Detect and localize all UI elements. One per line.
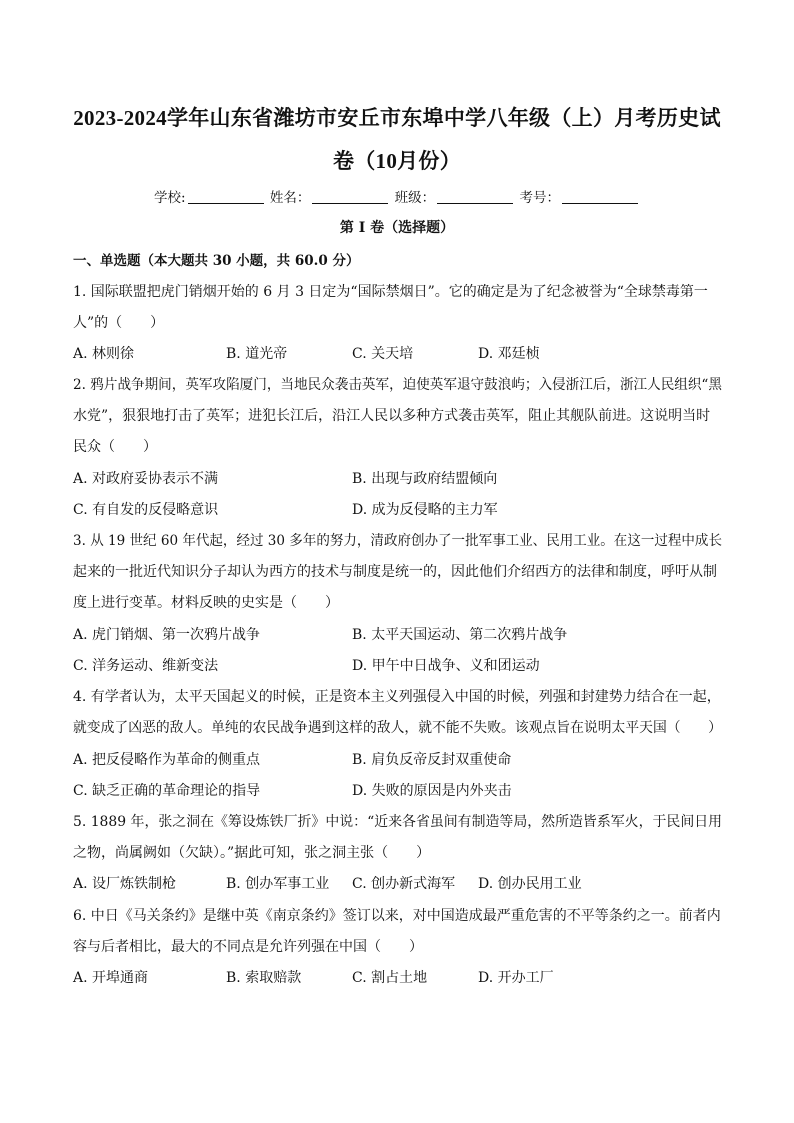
question-1-line-2: 人”的（ ） [73,315,165,331]
question-5-line-1: 5. 1889 年，张之洞在《筹设炼铁厂折》中说：“近来各省虽间有制造等局，然所造皆系军火，于民间日用 [73,814,723,830]
question-2-option-b: B. 出现与政府结盟倾向 [352,471,498,487]
question-1-line-1: 1. 国际联盟把虎门销烟开始的 6 月 3 日定为“国际禁烟日”。它的确定是为了纪念被誉为“全球禁毒第一 [73,284,708,300]
question-4-option-a: A. 把反侵略作为革命的侧重点 [73,752,261,768]
class-blank [437,190,513,204]
question-2-line-3: 民众（ ） [73,439,157,455]
question-4-option-d: D. 失败的原因是内外夹击 [352,783,512,799]
name-label: 姓名： [269,190,311,206]
question-6-line-1: 6. 中日《马关条约》是继中英《南京条约》签订以来，对中国造成最严重危害的不平等条约之一。前者内 [73,908,721,924]
question-6-option-c: C. 割占土地 [352,970,428,986]
question-1-option-d: D. 邓廷桢 [478,346,540,362]
school-label: 学校: [154,190,186,206]
number-blank [562,190,638,204]
question-6-line-2: 容与后者相比，最大的不同点是允许列强在中国（ ） [73,939,423,955]
part-title: 第 I 卷（选择题） [339,220,455,236]
number-label: 考号： [519,190,560,206]
question-4-line-2: 就变成了凶恶的敌人。单纯的农民战争遇到这样的敌人，就不能不失败。该观点旨在说明太平天国（ ） [73,720,722,736]
question-1-option-b: B. 道光帝 [226,346,288,362]
question-5-option-a: A. 设厂炼铁制枪 [73,876,177,892]
section-title: 一、单选题（本大题共 30 小题，共 60.0 分） [73,253,360,269]
question-3-option-b: B. 太平天国运动、第二次鸦片战争 [352,627,568,643]
school-blank [188,190,264,204]
question-3-option-c: C. 洋务运动、维新变法 [73,658,219,674]
exam-title-line2: 卷（10月份） [332,149,462,173]
question-3-line-2: 起来的一批近代知识分子却认为西方的技术与制度是统一的，因此他们介绍西方的法律和制度，呼吁从制 [73,564,717,580]
question-5-option-c: C. 创办新式海军 [352,876,456,892]
question-4-line-1: 4. 有学者认为，太平天国起义的时候，正是资本主义列强侵入中国的时候，列强和封建势力结合在一起， [73,689,721,705]
question-3-option-a: A. 虎门销烟、第一次鸦片战争 [73,627,261,643]
question-5-option-d: D. 创办民用工业 [478,876,582,892]
question-6-option-b: B. 索取赔款 [226,970,302,986]
question-2-option-d: D. 成为反侵略的主力军 [352,502,498,518]
question-3-line-1: 3. 从 19 世纪 60 年代起，经过 30 多年的努力，清政府创办了一批军事工业、民用工业。在这一过程中成长 [73,533,722,549]
question-2-option-a: A. 对政府妥协表示不满 [73,471,219,487]
question-4-option-c: C. 缺乏正确的革命理论的指导 [73,783,261,799]
exam-title-line1: 2023-2024学年山东省潍坊市安丘市东埠中学八年级（上）月考历史试 [73,106,721,130]
name-blank [312,190,388,204]
question-3-line-3: 度上进行变革。材料反映的史实是（ ） [73,595,339,611]
question-6-option-a: A. 开埠通商 [73,970,149,986]
question-1-option-c: C. 关天培 [352,346,414,362]
question-1-option-a: A. 林则徐 [73,346,135,362]
question-5-option-b: B. 创办军事工业 [226,876,330,892]
question-5-line-2: 之物，尚属阙如（欠缺）。”据此可知，张之洞主张（ ） [73,845,431,861]
question-3-option-d: D. 甲午中日战争、义和团运动 [352,658,540,674]
class-label: 班级： [394,190,436,206]
student-info-line [0,186,794,206]
question-4-option-b: B. 肩负反帝反封双重使命 [352,752,512,768]
question-6-option-d: D. 开办工厂 [478,970,554,986]
question-2-option-c: C. 有自发的反侵略意识 [73,502,219,518]
question-2-line-1: 2. 鸦片战争期间，英军攻陷厦门，当地民众袭击英军，迫使英军退守鼓浪屿；入侵浙江后，浙江人民组织“黑 [73,377,722,393]
question-2-line-2: 水党”，狠狠地打击了英军；进犯长江后，沿江人民以多种方式袭击英军，阻止其舰队前进。这说明当时 [73,408,711,424]
